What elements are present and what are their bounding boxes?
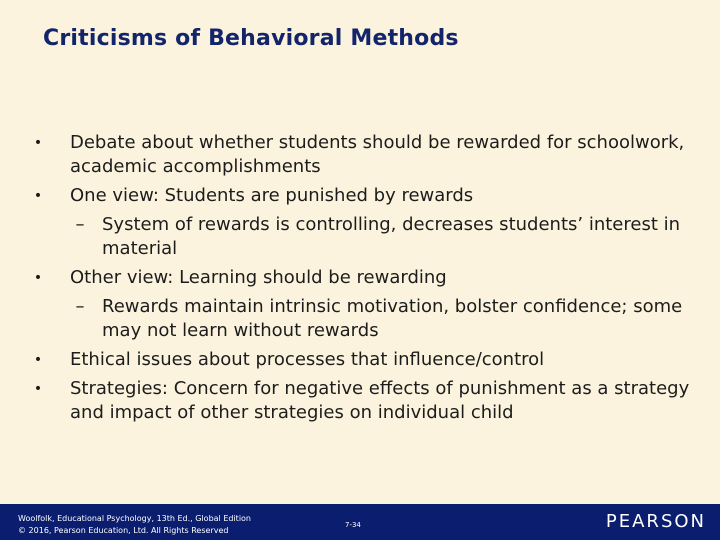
- pearson-logo: PEARSON: [605, 511, 706, 532]
- footer-bar: [0, 504, 720, 540]
- bullet-text: Strategies: Concern for negative effects of punishment as a strategy and impact of other strategies on individual child: [70, 378, 690, 423]
- bullet-item: [30, 184, 690, 208]
- sub-bullet-text: Rewards maintain intrinsic motivation, bolster confidence; some may not learn without rewards: [102, 296, 683, 341]
- sub-bullet-item: [30, 213, 690, 261]
- bullet-item: [30, 348, 690, 372]
- bullet-marker: •: [33, 270, 43, 286]
- bullet-text: Debate about whether students should be rewarded for schoolwork, academic accomplishments: [70, 132, 685, 177]
- bullet-text: One view: Students are punished by rewards: [70, 185, 474, 206]
- page-number: 7-34: [345, 521, 361, 529]
- bullet-list: [30, 131, 690, 430]
- bullet-item: [30, 131, 690, 179]
- sub-bullet-marker: –: [75, 296, 85, 317]
- footer-copyright: © 2016, Pearson Education, Ltd. All Rights Reserved: [18, 526, 229, 535]
- bullet-marker: •: [33, 188, 43, 204]
- bullet-text: Ethical issues about processes that influence/control: [70, 349, 545, 370]
- bullet-item: [30, 266, 690, 290]
- bullet-marker: •: [33, 381, 43, 397]
- sub-bullet-text: System of rewards is controlling, decreases students’ interest in material: [102, 214, 681, 259]
- sub-bullet-marker: –: [75, 214, 85, 235]
- footer-citation: [18, 513, 251, 537]
- bullet-marker: •: [33, 135, 43, 151]
- bullet-item: [30, 377, 690, 425]
- bullet-marker: •: [33, 352, 43, 368]
- sub-bullet-item: [30, 295, 690, 343]
- footer-book-title: Woolfolk, Educational Psychology, 13th Ed., Global Edition: [18, 514, 251, 523]
- bullet-text: Other view: Learning should be rewarding: [70, 267, 447, 288]
- slide-title: Criticisms of Behavioral Methods: [43, 26, 459, 51]
